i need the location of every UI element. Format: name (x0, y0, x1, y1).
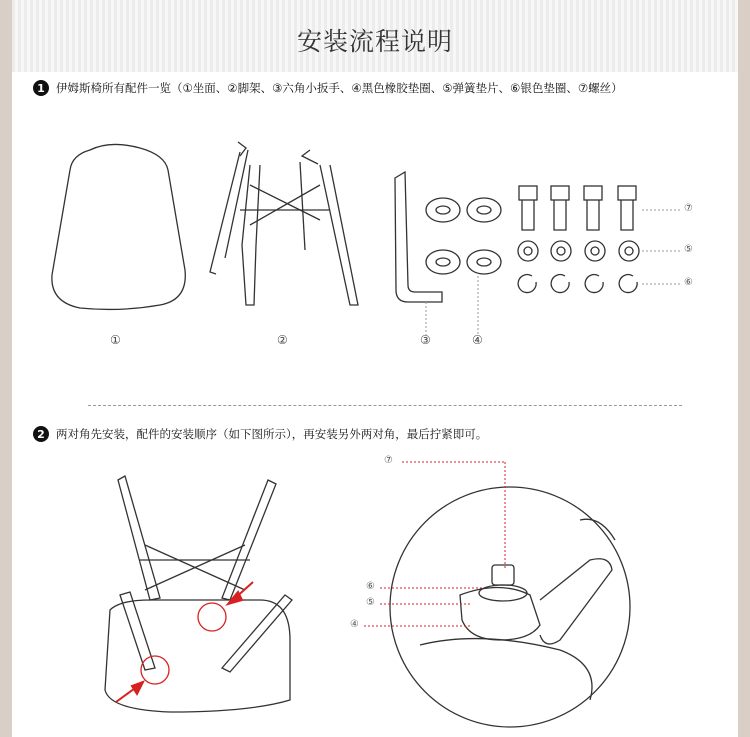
callout-screw: ⑦ (684, 203, 693, 214)
step-2 (33, 426, 487, 442)
label-seat: ① (110, 333, 121, 347)
leg-base (210, 142, 358, 305)
zoom-callout-silver-washer: ⑥ (366, 581, 375, 592)
step-2-text: 两对角先安装，配件的安装顺序（如下图所示），再安装另外两对角，最后拧紧即可。 (56, 427, 488, 441)
step-1-number: 1 (33, 80, 49, 96)
screws (519, 186, 636, 230)
page-title: 安装流程说明 (296, 27, 453, 56)
zoom-callout-spring-washer: ⑤ (366, 597, 375, 608)
zoom-callout-screw: ⑦ (384, 455, 393, 466)
hex-wrench (395, 172, 442, 302)
zoom-callout-rubber-washer: ④ (350, 619, 359, 630)
spring-washers (518, 241, 639, 261)
rubber-washers (426, 198, 501, 274)
zoom-circle (390, 487, 630, 727)
seat-shell (52, 144, 185, 309)
silver-washers (518, 275, 637, 293)
zoom-detail (420, 519, 615, 700)
zoom-leaders (364, 462, 505, 626)
callout-spring-washer: ⑤ (684, 244, 693, 255)
highlight-circles (141, 603, 226, 684)
step-2-number: 2 (33, 426, 49, 442)
label-legs: ② (277, 333, 288, 347)
label-rubber-washer: ④ (472, 333, 483, 347)
step-1-text: 伊姆斯椅所有配件一览（①坐面、②脚架、③六角小扳手、④黑色橡胶垫圈、⑤弹簧垫片、⑥银色垫圈、⑦螺丝） (56, 81, 623, 95)
chair-upside-down (105, 476, 292, 712)
callout-silver-washer: ⑥ (684, 277, 693, 288)
section-divider (88, 405, 682, 406)
label-wrench: ③ (420, 333, 431, 347)
